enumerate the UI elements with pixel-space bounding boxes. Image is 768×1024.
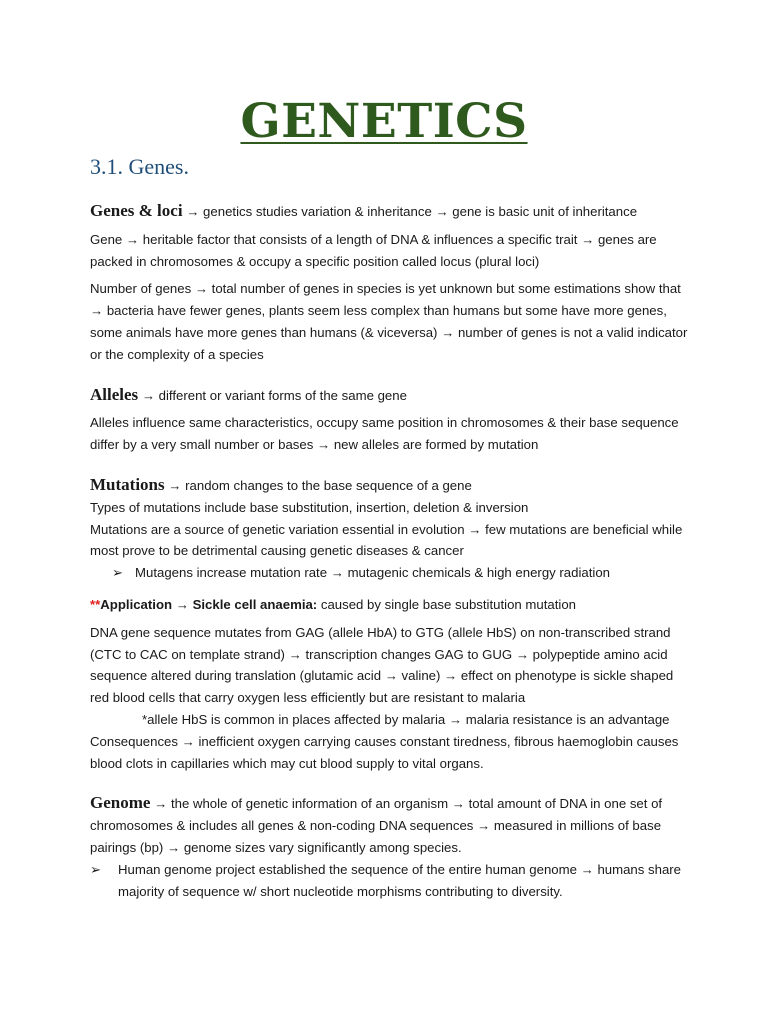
genes-paragraph-2: Number of genes → total number of genes in species is yet unknown but some estimations show that → bacteria have fewer genes, plants seem less complex than humans but some have more genes, some animals have more genes than humans (& viceversa) → number of genes is not a valid indicator or the complexity of a species [90,281,688,362]
application-label: Application → Sickle cell anaemia: [100,596,318,612]
alleles-heading-line [90,384,695,407]
genes-term: Genes & loci [90,201,183,220]
genes-heading-line [90,200,695,223]
genes-paragraph-1: Gene → heritable factor that consists of a length of DNA & influences a specific trait → genes are packed in chromosomes & occupy a specific position called locus (plural loci) [90,231,657,269]
section-heading: 3.1. Genes. [90,154,189,179]
application-paragraph-1: DNA gene sequence mutates from GAG (allele HbA) to GTG (allele HbS) on non-transcribed strand (CTC to CAC on template strand) → transcription changes GAG to GUG → polypeptide amino acid sequence altered during translation (glutamic acid → valine) → effect on phenotype is sickle shaped red blood cells that carry oxygen less efficiently but are resistant to malaria [90,624,674,706]
mutations-paragraph-2: Mutations are a source of genetic variation essential in evolution → few mutations are beneficial while most prove to be detrimental causing genetic diseases & cancer [90,521,683,559]
application-stars: ** [90,596,101,612]
genome-term: Genome [90,793,151,813]
arrow-bullet-icon: ➢ [112,565,124,581]
genome-bullet [90,859,695,903]
mutations-paragraph-1: Types of mutations include base substitution, insertion, deletion & inversion [90,499,529,515]
mutations-heading-line [90,474,695,497]
mutations-term: Mutations [90,474,165,494]
alleles-paragraph-1: Alleles influence same characteristics, occupy same position in chromosomes & their base sequence differ by a very small number or bases → new alleles are formed by mutation [90,415,679,453]
application-paragraph-2: Consequences → inefficient oxygen carrying causes constant tiredness, fibrous haemoglobin causes blood clots in capillaries which may cut blood supply to vital organs. [90,733,679,771]
mutations-bullet-text: Mutagens increase mutation rate → mutagenic chemicals & high energy radiation [135,565,611,581]
mutations-definition: → random changes to the base sequence of a gene [164,477,472,493]
alleles-definition: → different or variant forms of the same gene [138,387,407,403]
genome-heading-line [90,792,695,858]
genome-bullet-text: Human genome project established the sequence of the entire human genome → humans share majority of sequence w/ short nucleotide morphisms contributing to diversity. [118,861,682,899]
page-title: GENETICS [240,94,528,149]
mutations-bullet [90,562,695,584]
document-body [90,200,695,902]
application-heading-line [90,594,695,616]
application-rest: caused by single base substitution mutation [317,596,576,612]
genes-definition: → genetics studies variation & inheritance → gene is basic unit of inheritance [182,204,638,219]
genome-definition: → the whole of genetic information of an organism → total amount of DNA in one set of chromosomes & includes all genes & non-coding DNA sequences → measured in millions of base pairings (bp) → genome sizes vary significantly among species. [90,796,663,855]
application-note: *allele HbS is common in places affected by malaria → malaria resistance is an advantage [142,711,670,727]
arrow-bullet-icon: ➢ [90,861,102,877]
alleles-term: Alleles [90,384,139,404]
